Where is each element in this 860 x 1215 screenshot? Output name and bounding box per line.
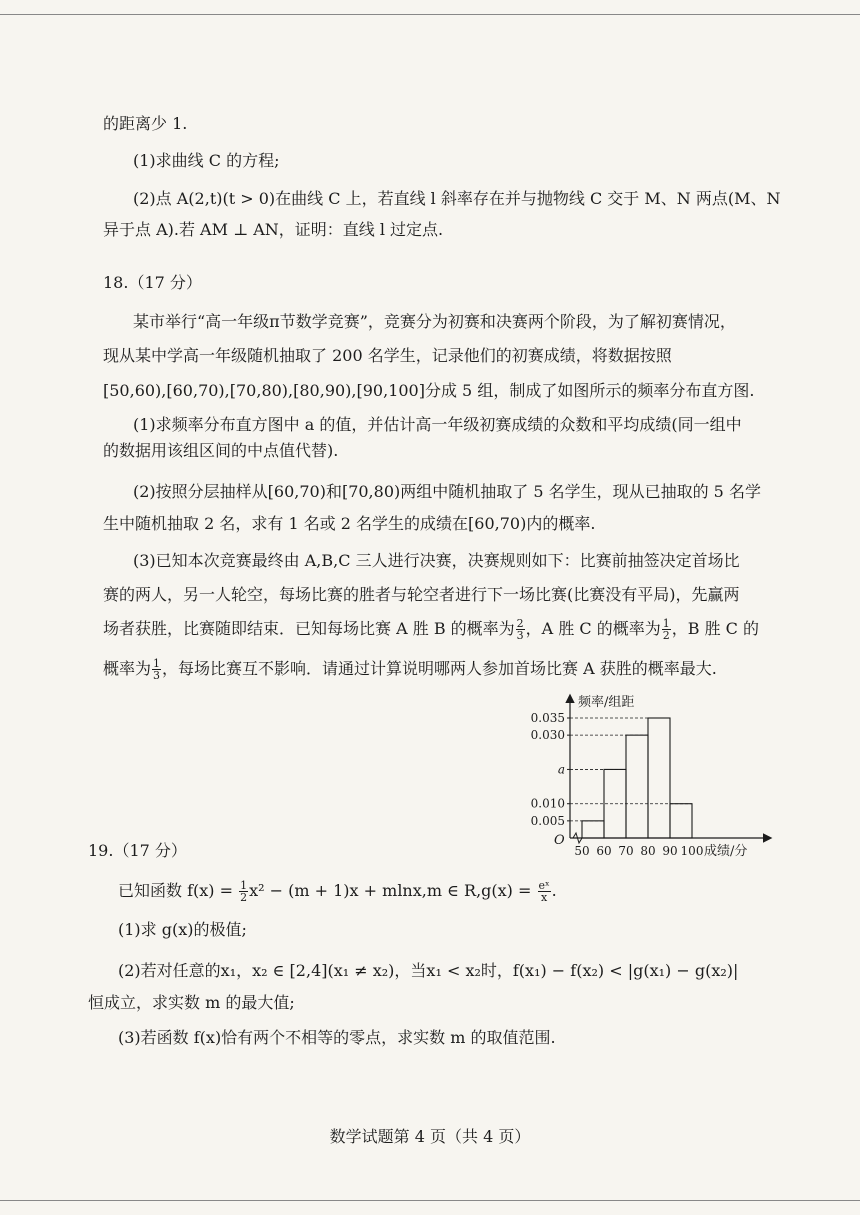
q19-fn-text-b: x² − (m + 1)x + mlnx,m ∈ R,g(x) = <box>249 881 537 900</box>
q18-part3-line4 <box>103 658 717 681</box>
q18-part3-line3 <box>103 618 759 641</box>
y-tick-label: 0.010 <box>530 796 565 811</box>
q19-header: 19.（17 分） <box>88 841 187 860</box>
q18-header: 18.（17 分） <box>103 273 202 292</box>
y-tick-label: 0.030 <box>530 728 565 743</box>
fraction-numerator: 2 <box>516 617 524 630</box>
q17-part2-line1: (2)点 A(2,t)(t > 0)在曲线 C 上，若直线 l 斜率存在并与抛物线 C 交于 M、N 两点(M、N <box>133 189 781 208</box>
q19-part3: (3)若函数 f(x)恰有两个不相等的零点，求实数 m 的取值范围. <box>118 1028 556 1047</box>
fraction-numerator: 1 <box>662 617 670 630</box>
fraction-denominator: 2 <box>240 891 248 904</box>
q19-function-def <box>118 880 557 903</box>
q19-fn-text-c: . <box>551 881 557 900</box>
q19-part2-line2: 恒成立，求实数 m 的最大值; <box>88 993 295 1012</box>
y-tick-label: a <box>557 762 565 777</box>
bottom-edge-line <box>0 1200 860 1201</box>
page-footer: 数学试题第 4 页（共 4 页） <box>329 1127 531 1146</box>
q17-part1: (1)求曲线 C 的方程; <box>133 151 280 170</box>
fraction-denominator: x <box>540 891 548 904</box>
origin-label: O <box>554 833 565 848</box>
y-tick-label: 0.005 <box>530 813 565 828</box>
histogram-bar <box>582 821 604 838</box>
y-tick-label: 0.035 <box>530 711 565 725</box>
fraction-denominator: 2 <box>662 629 670 642</box>
x-tick-label: 60 <box>596 844 612 858</box>
fraction-numerator: eˣ <box>538 879 550 892</box>
x-tick-label: 50 <box>574 844 590 858</box>
q18-part1-line1: (1)求频率分布直方图中 a 的值，并估计高一年级初赛成绩的众数和平均成绩(同一组中 <box>133 415 742 434</box>
q18-part1-line2: 的数据用该组区间的中点值代替). <box>103 441 339 460</box>
q18-part3-text-a: 场者获胜，比赛随即结束．已知每场比赛 A 胜 B 的概率为 <box>103 619 515 638</box>
q19-part1: (1)求 g(x)的极值; <box>118 920 247 939</box>
x-tick-label: 70 <box>618 844 634 858</box>
q18-part3-text-d: 概率为 <box>103 659 152 678</box>
q18-part2-line1: (2)按照分层抽样从[60,70)和[70,80)两组中随机抽取了 5 名学生，现从已抽取的 5 名学 <box>133 482 761 501</box>
x-tick-label: 90 <box>662 844 678 858</box>
y-axis-label: 频率/组距 <box>578 695 635 710</box>
q19-part2-line1: (2)若对任意的x₁，x₂ ∈ [2,4](x₁ ≠ x₂)，当x₁ < x₂时，f(x₁) − f(x₂) < |g(x₁) − g(x₂)| <box>118 961 739 980</box>
fraction-numerator: 1 <box>240 879 248 892</box>
histogram-bar <box>626 735 648 838</box>
histogram-bar <box>648 718 670 838</box>
top-edge-line <box>0 14 860 15</box>
fraction-b-beats-c <box>152 658 161 681</box>
fraction-a-beats-b <box>516 618 525 641</box>
q18-part3-text-e: ，每场比赛互不影响．请通过计算说明哪两人参加首场比赛 A 获胜的概率最大. <box>162 659 717 678</box>
q18-part3-text-b: ，A 胜 C 的概率为 <box>525 619 661 638</box>
q18-part3-line2: 赛的两人，另一人轮空，每场比赛的胜者与轮空者进行下一场比赛(比赛没有平局)，先赢两 <box>103 585 740 604</box>
q17-part2-line2: 异于点 A).若 AM ⊥ AN，证明：直线 l 过定点. <box>103 220 444 239</box>
q17-continuation: 的距离少 1. <box>103 114 188 133</box>
fraction-denominator: 3 <box>153 669 161 682</box>
fraction-denominator: 3 <box>516 629 524 642</box>
fraction-a-beats-c <box>662 618 671 641</box>
q18-part2-line2: 生中随机抽取 2 名，求有 1 名或 2 名学生的成绩在[60,70)内的概率. <box>103 514 596 533</box>
fraction-one-half <box>239 880 248 903</box>
x-tick-label: 80 <box>640 844 656 858</box>
fraction-exp-over-x <box>538 880 551 903</box>
q18-part3-text-c: ，B 胜 C 的 <box>671 619 759 638</box>
q18-intro-line3: [50,60),[60,70),[70,80),[80,90),[90,100]分成 5 组，制成了如图所示的频率分布直方图. <box>103 381 755 400</box>
q18-part3-line1: (3)已知本次竞赛最终由 A,B,C 三人进行决赛，决赛规则如下：比赛前抽签决定首场比 <box>133 551 740 570</box>
fraction-numerator: 1 <box>153 657 161 670</box>
histogram-bar <box>670 804 692 838</box>
q18-intro-line2: 现从某中学高一年级随机抽取了 200 名学生，记录他们的初赛成绩，将数据按照 <box>103 346 672 365</box>
frequency-histogram <box>520 690 780 865</box>
q19-fn-text-a: 已知函数 f(x) = <box>118 881 239 900</box>
x-axis-label: 成绩/分 <box>704 844 748 859</box>
q18-intro-line1: 某市举行“高一年级π节数学竞赛”，竞赛分为初赛和决赛两个阶段，为了解初赛情况， <box>133 312 736 331</box>
x-tick-label: 100 <box>680 844 704 858</box>
